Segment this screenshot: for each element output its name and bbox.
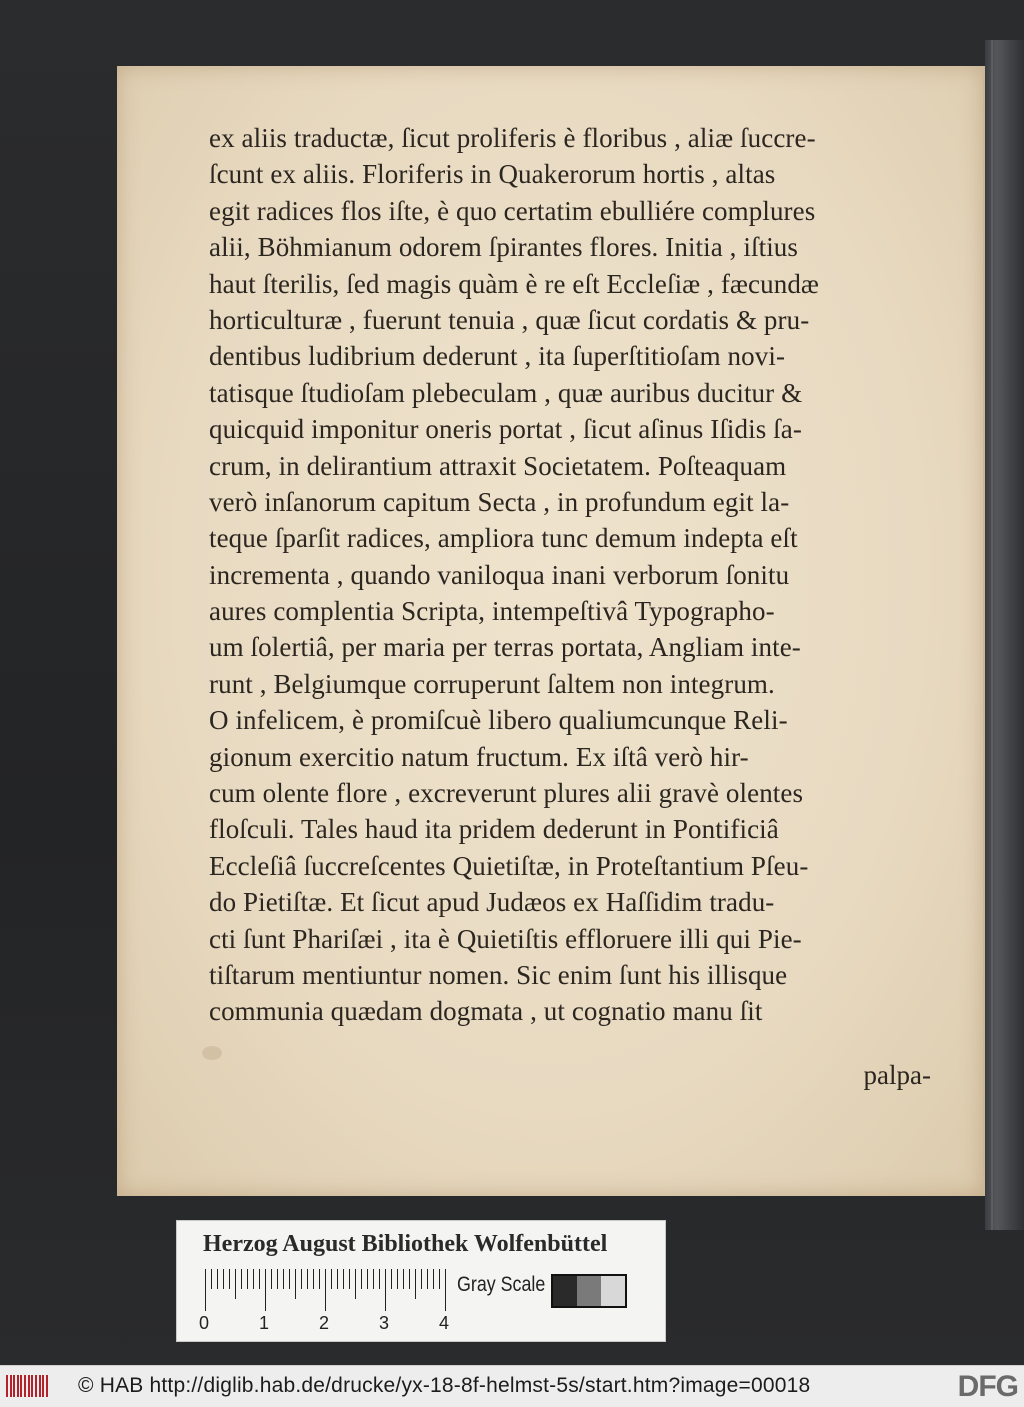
icon-bar xyxy=(13,1375,15,1397)
dfg-logo: DFG xyxy=(957,1370,1018,1403)
text-line: communia quædam dogmata , ut cognatio manu ſit xyxy=(209,996,763,1027)
ruler-tick xyxy=(265,1269,266,1311)
ruler-tick xyxy=(385,1269,386,1311)
ruler-tick xyxy=(409,1269,410,1289)
icon-bar xyxy=(42,1375,44,1397)
ruler-tick xyxy=(331,1269,332,1289)
ruler-tick xyxy=(205,1269,206,1311)
text-line: cum olente flore , excreverunt plures alii gravè olentes xyxy=(209,778,804,809)
gray-scale-bar xyxy=(551,1274,627,1308)
ruler-tick xyxy=(295,1269,296,1299)
ruler-tick xyxy=(439,1269,440,1289)
ruler-tick xyxy=(427,1269,428,1289)
icon-bar xyxy=(10,1375,12,1397)
ruler-number: 1 xyxy=(259,1313,270,1333)
text-line: gionum exercitio natum fructum. Ex iſtâ verò hir- xyxy=(209,741,749,772)
ruler-tick xyxy=(241,1269,242,1289)
icon-bar xyxy=(20,1375,22,1397)
ruler-number: 3 xyxy=(379,1313,390,1333)
ruler-tick xyxy=(403,1269,404,1289)
ruler-tick xyxy=(247,1269,248,1289)
document-page xyxy=(117,66,985,1196)
ruler-tick xyxy=(433,1269,434,1289)
ruler-tick xyxy=(325,1269,326,1311)
text-line: um ſolertiâ, per maria per terras portata, Angliam inte- xyxy=(209,632,801,663)
text-line: crum, in delirantium attraxit Societatem. Poſteaquam xyxy=(209,450,787,481)
text-line: quicquid imponitur oneris portat , ſicut aſinus Iſidis ſa- xyxy=(209,414,802,445)
ruler-tick xyxy=(379,1269,380,1289)
ruler-tick xyxy=(229,1269,230,1289)
icon-bar xyxy=(31,1375,33,1397)
text-line: verò inſanorum capitum Secta , in profundum egit la- xyxy=(209,486,790,517)
ruler-tick xyxy=(355,1269,356,1299)
text-line: alii, Böhmianum odorem ſpirantes flores. Initia , iſtius xyxy=(209,232,798,263)
text-line: floſculi. Tales haud ita pridem dederunt in Pontificiâ xyxy=(209,814,779,845)
library-name: Herzog August Bibliothek Wolfenbüttel xyxy=(203,1231,608,1257)
text-line: tatisque ſtudioſam plebeculam , quæ auribus ducitur & xyxy=(209,377,803,408)
icon-bar xyxy=(24,1375,26,1397)
ruler-tick xyxy=(313,1269,314,1289)
measurement-ruler xyxy=(205,1269,445,1311)
text-line: cti ſunt Phariſæi , ita è Quietiſtis effloruere illi qui Pie- xyxy=(209,923,802,954)
ruler-tick xyxy=(361,1269,362,1289)
ruler-number: 2 xyxy=(319,1313,330,1333)
ruler-tick xyxy=(397,1269,398,1289)
text-line: O infelicem, è promiſcuè libero qualiumcunque Reli- xyxy=(209,705,788,736)
ruler-number: 4 xyxy=(439,1313,450,1333)
ruler-tick xyxy=(421,1269,422,1289)
catchword: palpa- xyxy=(863,1060,931,1090)
icon-bar xyxy=(35,1375,37,1397)
text-line: incrementa , quando vaniloqua inani verborum ſonitu xyxy=(209,559,790,590)
page-smudge xyxy=(202,1046,222,1060)
ruler-tick xyxy=(289,1269,290,1289)
ruler-tick xyxy=(373,1269,374,1289)
ruler-tick xyxy=(211,1269,212,1289)
ruler-tick xyxy=(349,1269,350,1289)
text-line: ſcunt ex aliis. Floriferis in Quakerorum hortis , altas xyxy=(209,159,776,190)
text-line: teque ſparſit radices, ampliora tunc demum indepta eſt xyxy=(209,523,798,554)
gray-scale-label: Gray Scale xyxy=(457,1273,546,1296)
page-text xyxy=(209,120,945,1030)
text-line: Eccleſiâ ſuccreſcentes Quietiſtæ, in Proteſtantium Pſeu- xyxy=(209,850,809,881)
ruler-tick xyxy=(301,1269,302,1289)
icon-bar xyxy=(46,1375,48,1397)
icon-bar xyxy=(17,1375,19,1397)
ruler-tick xyxy=(445,1269,446,1311)
ruler-tick xyxy=(253,1269,254,1289)
ruler-number: 0 xyxy=(199,1313,210,1333)
ruler-tick xyxy=(259,1269,260,1289)
ruler-tick xyxy=(283,1269,284,1289)
text-line: do Pietiſtæ. Et ſicut apud Judæos ex Haſſidim tradu- xyxy=(209,887,775,918)
text-line: haut ſterilis, ſed magis quàm è re eſt Eccleſiæ , fæcundæ xyxy=(209,268,820,299)
ruler-tick xyxy=(277,1269,278,1289)
icon-bar xyxy=(39,1375,41,1397)
text-line: ex aliis traductæ, ſicut proliferis è floribus , aliæ ſuccre- xyxy=(209,123,816,153)
book-edge xyxy=(985,40,1024,1230)
ruler-tick xyxy=(319,1269,320,1289)
text-line: runt , Belgiumque corruperunt ſaltem non integrum. xyxy=(209,668,775,699)
gray-step xyxy=(601,1276,625,1306)
gray-step xyxy=(553,1276,577,1306)
text-line: dentibus ludibrium dederunt , ita ſuperſtitioſam novi- xyxy=(209,341,786,372)
ruler-tick xyxy=(415,1269,416,1299)
ruler-tick xyxy=(217,1269,218,1289)
text-line: horticulturæ , fuerunt tenuia , quæ ſicut cordatis & pru- xyxy=(209,304,810,335)
ruler-tick xyxy=(391,1269,392,1289)
ruler-tick xyxy=(337,1269,338,1289)
footer-url[interactable]: © HAB http://diglib.hab.de/drucke/yx-18-8f-helmst-5s/start.htm?image=00018 xyxy=(78,1374,811,1397)
footer-bar xyxy=(0,1365,1024,1407)
icon-bar xyxy=(28,1375,30,1397)
ruler-tick xyxy=(223,1269,224,1289)
ruler-tick xyxy=(235,1269,236,1299)
icon-bar xyxy=(6,1375,8,1397)
text-line: tiſtarum mentiuntur nomen. Sic enim ſunt his illisque xyxy=(209,959,788,990)
ruler-tick xyxy=(367,1269,368,1289)
text-line: egit radices flos iſte, è quo certatim ebulliére complures xyxy=(209,195,816,226)
ruler-tick xyxy=(271,1269,272,1289)
gray-step xyxy=(577,1276,601,1306)
library-label xyxy=(176,1220,666,1342)
ruler-tick xyxy=(343,1269,344,1289)
hab-barcode-icon xyxy=(6,1375,48,1397)
ruler-tick xyxy=(307,1269,308,1289)
text-line: aures complentia Scripta, intempeſtivâ Typographo- xyxy=(209,596,775,627)
